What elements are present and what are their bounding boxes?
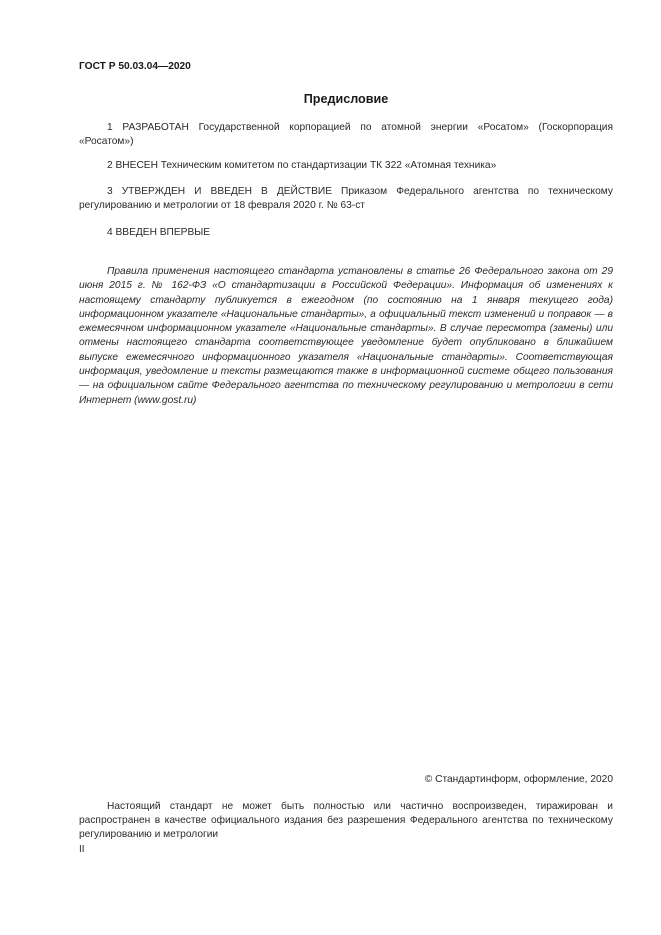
document-code: ГОСТ Р 50.03.04—2020 [79,61,191,72]
reproduction-rights-notice: Настоящий стандарт не может быть полностью или частично воспроизведен, тиражирован и распространен в качестве официального издания без разрешения Федерального агентства по техническому регулированию и метрологии [79,801,613,841]
application-rules-notice: Правила применения настоящего стандарта установлены в статье 26 Федерального закона от 29 июня 2015 г. № 162-ФЗ «О стандартизации в Российской Федерации». Информация об изменениях к настоящему стандарту публикуется в ежегодном (по состоянию на 1 января текущего года) информационном указателе «Национальные стандарты», а официальный текст изменений и поправок — в ежемесячном информационном указателе «Национальные стандарты». В случае пересмотра (замены) или отмены настоящего стандарта соответствующее уведомление будет опубликовано в ближайшем выпуске ежемесячного информационного указателя «Национальные стандарты». Соответствующая информация, уведомление и тексты размещаются также в информационной системе общего пользования — на официальном сайте Федерального агентства по техническому регулированию и метрологии в сети Интернет (www.gost.ru) [79,266,613,406]
paragraph-approved: 3 УТВЕРЖДЕН И ВВЕДЕН В ДЕЙСТВИЕ Приказом Федерального агентства по техническому регулированию и метрологии от 18 февраля 2020 г. № 63-ст [79,186,613,212]
paragraph-introduced-by: 2 ВНЕСЕН Техническим комитетом по стандартизации ТК 322 «Атомная техника» [107,160,497,171]
paragraph-first-introduced: 4 ВВЕДЕН ВПЕРВЫЕ [107,227,211,238]
copyright-line: © Стандартинформ, оформление, 2020 [424,774,613,785]
section-title: Предисловие [303,92,389,106]
paragraph-developed-by: 1 РАЗРАБОТАН Государственной корпорацией по атомной энергии «Росатом» (Госкорпорация «Росатом») [79,122,613,148]
page-number: II [79,844,85,855]
